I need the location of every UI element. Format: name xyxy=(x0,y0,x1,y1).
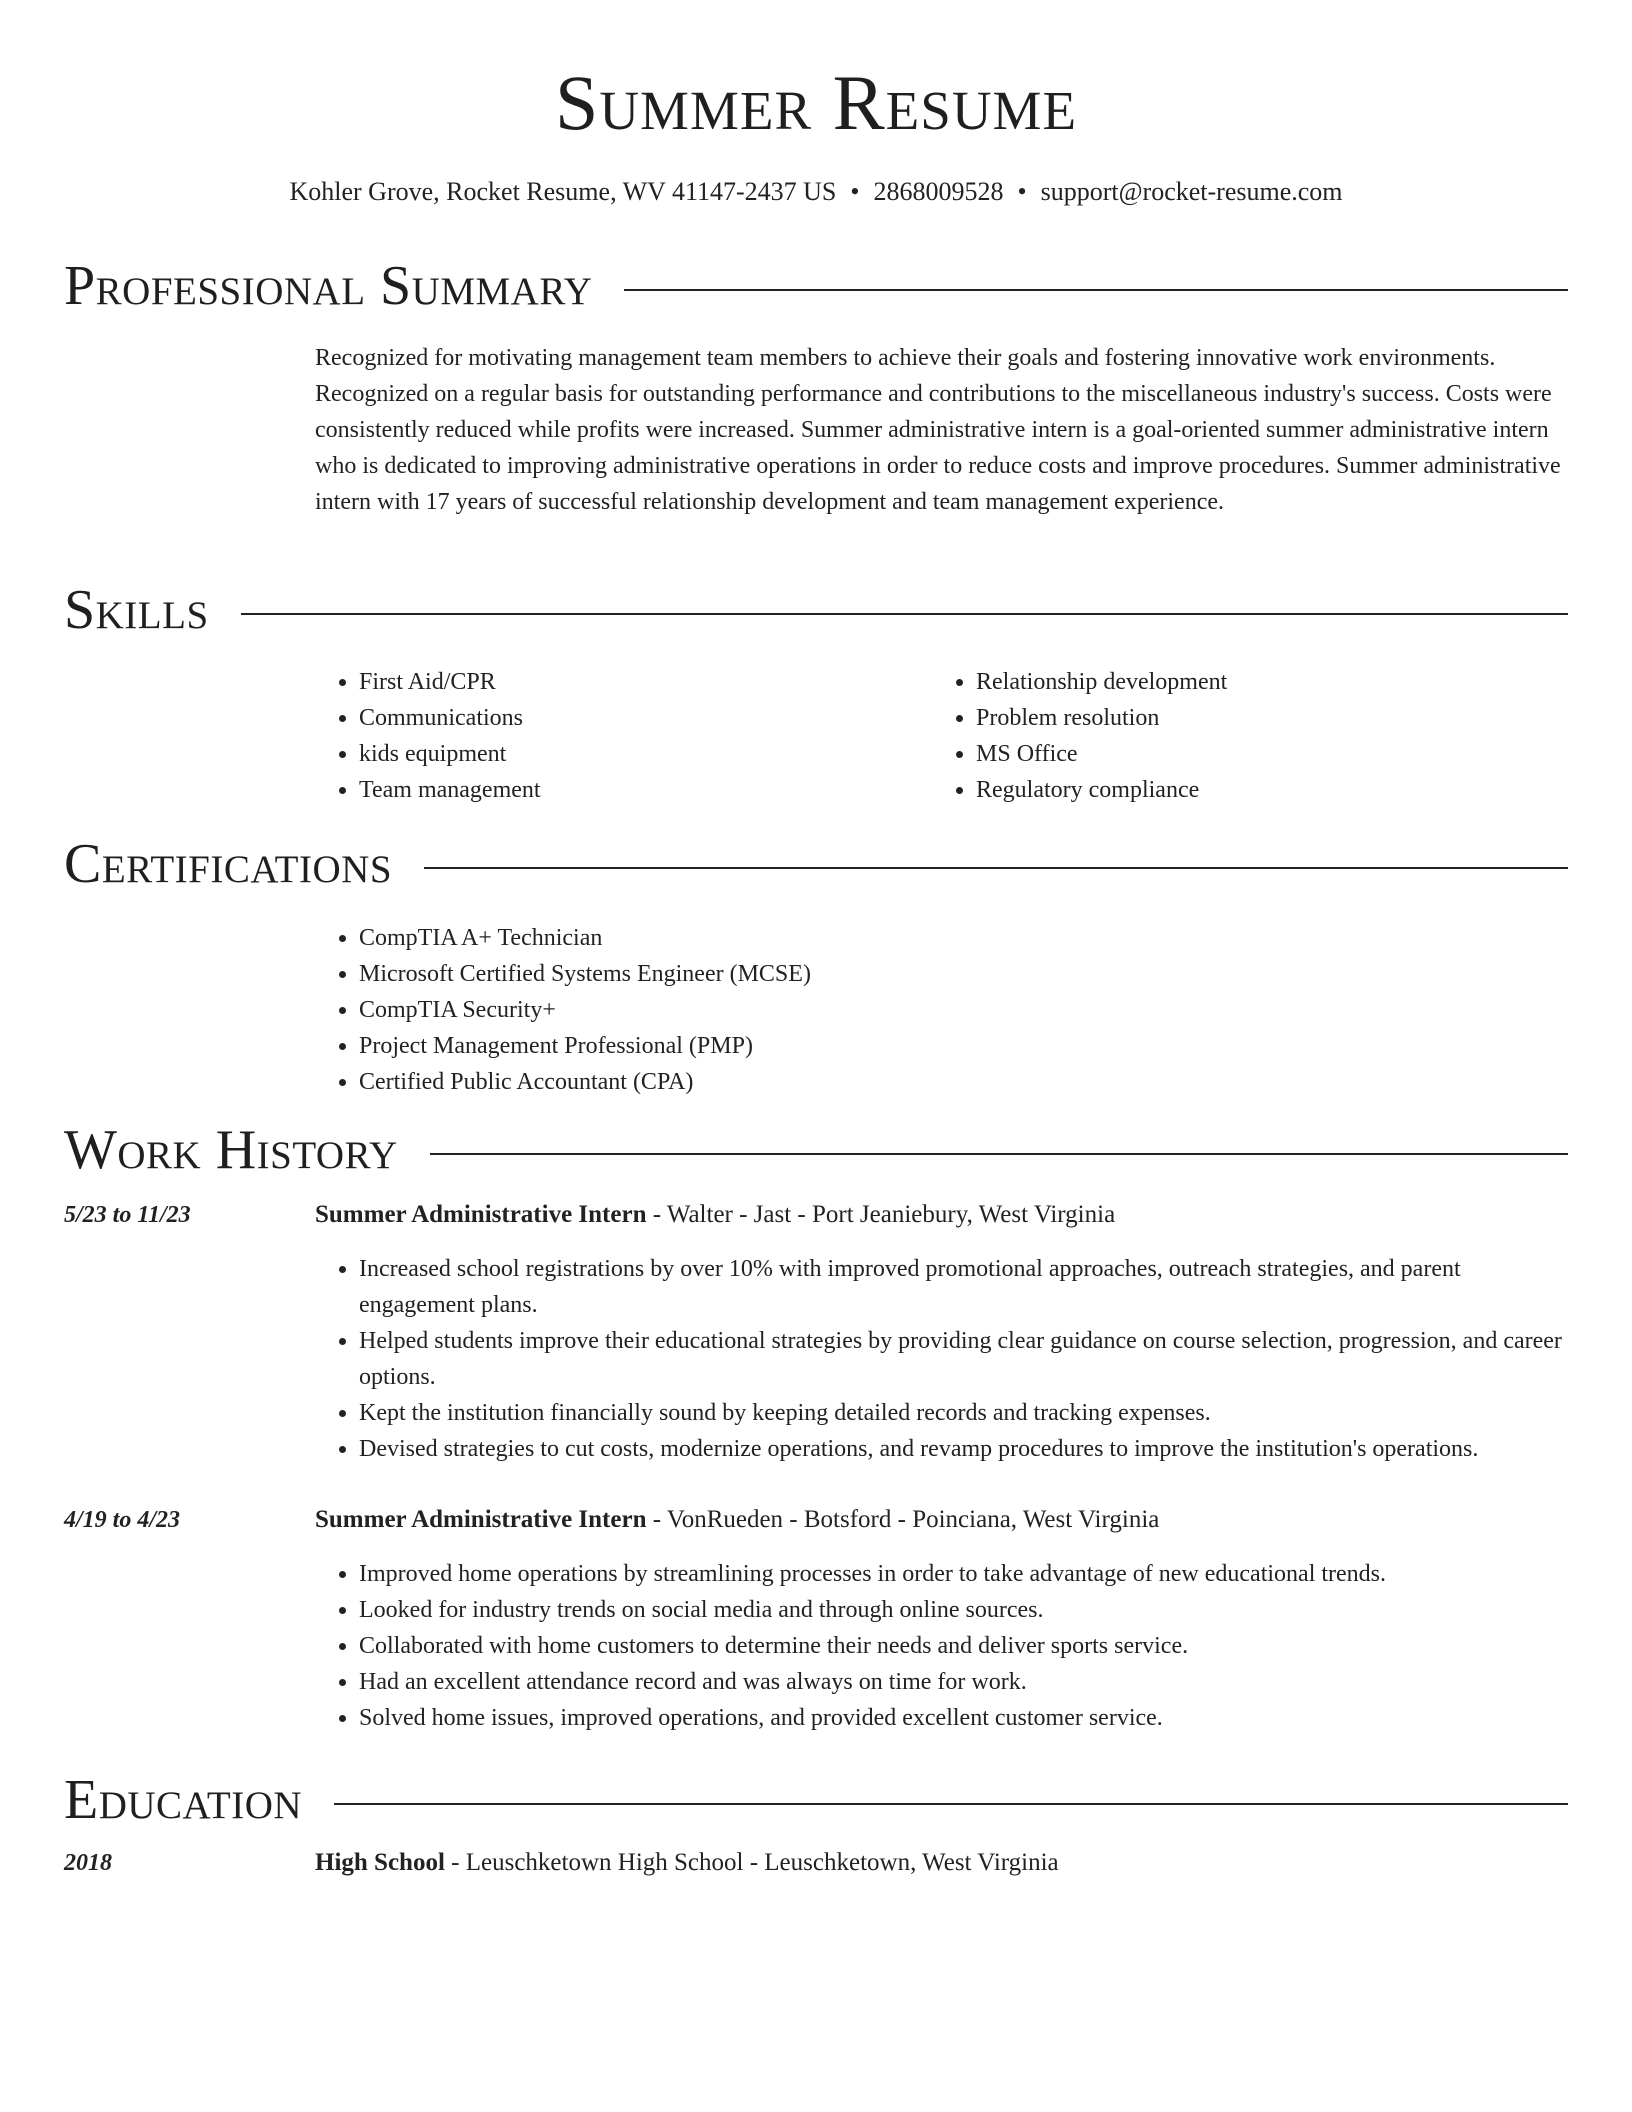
section-header-certifications xyxy=(64,828,1568,900)
section-divider xyxy=(424,867,1568,869)
certification-item: • Project Management Professional (PMP) xyxy=(359,1028,1515,1064)
job-bullet: • Devised strategies to cut costs, modernize operations, and revamp procedures to improve the institution's operations. xyxy=(359,1431,1570,1467)
certifications-list xyxy=(315,920,1515,1100)
job-bullet: • Improved home operations by streamlining processes in order to take advantage of new educational trends. xyxy=(359,1556,1570,1592)
section-divider xyxy=(241,613,1568,615)
section-title-summary: Professional Summary xyxy=(64,255,593,317)
section-header-work-history xyxy=(64,1114,1568,1186)
contact-email: support@rocket-resume.com xyxy=(1040,177,1343,206)
skill-item: • Communications xyxy=(359,700,875,736)
skills-column-left xyxy=(315,664,875,808)
contact-separator: • xyxy=(850,177,860,206)
resume-name: Summer Resume xyxy=(554,59,1078,146)
summary-text: Recognized for motivating management team members to achieve their goals and fostering innovative work environments. Recognized on a regular basis for outstanding performance and contributions to the miscellaneous industry's success. Costs were consistently reduced while profits were increased. Summer administrative intern is a goal-oriented summer administrative intern who is dedicated to improving administrative operations in order to reduce costs and improve procedures. Summer administrative intern with 17 years of successful relationship development and team management experience. xyxy=(315,345,1561,515)
job-bullets xyxy=(315,1251,1570,1467)
section-title-work-history: Work History xyxy=(64,1119,398,1181)
job-bullet: • Kept the institution financially sound by keeping detailed records and tracking expenses. xyxy=(359,1395,1570,1431)
section-divider xyxy=(624,289,1568,291)
contact-phone: 2868009528 xyxy=(873,177,1004,206)
skills-column-right xyxy=(932,664,1562,808)
job-bullet: • Helped students improve their educational strategies by providing clear guidance on course selection, progression, and career options. xyxy=(359,1323,1570,1395)
certification-item: • CompTIA Security+ xyxy=(359,992,1515,1028)
skill-item: • Relationship development xyxy=(976,664,1562,700)
section-header-education xyxy=(64,1764,1568,1836)
skill-item: • Problem resolution xyxy=(976,700,1562,736)
contact-separator: • xyxy=(1017,177,1027,206)
job-bullets xyxy=(315,1556,1570,1736)
skill-item: • First Aid/CPR xyxy=(359,664,875,700)
skill-item: • Team management xyxy=(359,772,875,808)
section-divider xyxy=(334,1803,1568,1805)
job-details: - Walter - Jast - Port Jeaniebury, West Virginia xyxy=(646,1201,1116,1228)
education-line xyxy=(315,1845,1570,1881)
job-bullet: • Increased school registrations by over 10% with improved promotional approaches, outreach strategies, and parent engagement plans. xyxy=(359,1251,1570,1323)
job-dates: 5/23 to 11/23 xyxy=(64,1202,191,1228)
skill-item: • Regulatory compliance xyxy=(976,772,1562,808)
job-role: Summer Administrative Intern xyxy=(315,1201,647,1228)
section-header-skills xyxy=(64,574,1568,646)
skill-item: • kids equipment xyxy=(359,736,875,772)
job-title-line xyxy=(315,1502,1570,1538)
job-bullet: • Looked for industry trends on social media and through online sources. xyxy=(359,1592,1570,1628)
education-details: - Leuschketown High School - Leuschketown, West Virginia xyxy=(444,1849,1059,1876)
job-title-line xyxy=(315,1197,1570,1233)
certification-item: • CompTIA A+ Technician xyxy=(359,920,1515,956)
section-title-education: Education xyxy=(64,1769,303,1831)
certification-item: • Microsoft Certified Systems Engineer (MCSE) xyxy=(359,956,1515,992)
contact-line xyxy=(0,175,1632,209)
job-bullet: • Had an excellent attendance record and was always on time for work. xyxy=(359,1664,1570,1700)
education-degree: High School xyxy=(315,1849,445,1876)
certification-item: • Certified Public Accountant (CPA) xyxy=(359,1064,1515,1100)
skill-item: • MS Office xyxy=(976,736,1562,772)
section-header-summary xyxy=(64,250,1568,322)
section-divider xyxy=(430,1153,1568,1155)
section-title-certifications: Certifications xyxy=(64,833,393,895)
job-bullet: • Collaborated with home customers to determine their needs and deliver sports service. xyxy=(359,1628,1570,1664)
section-title-skills: Skills xyxy=(64,579,209,641)
job-bullet: • Solved home issues, improved operations, and provided excellent customer service. xyxy=(359,1700,1570,1736)
job-role: Summer Administrative Intern xyxy=(315,1506,647,1533)
job-details: - VonRueden - Botsford - Poinciana, West Virginia xyxy=(646,1506,1160,1533)
education-year: 2018 xyxy=(64,1850,112,1876)
job-dates: 4/19 to 4/23 xyxy=(64,1507,181,1533)
contact-address: Kohler Grove, Rocket Resume, WV 41147-2437 US xyxy=(289,177,837,206)
